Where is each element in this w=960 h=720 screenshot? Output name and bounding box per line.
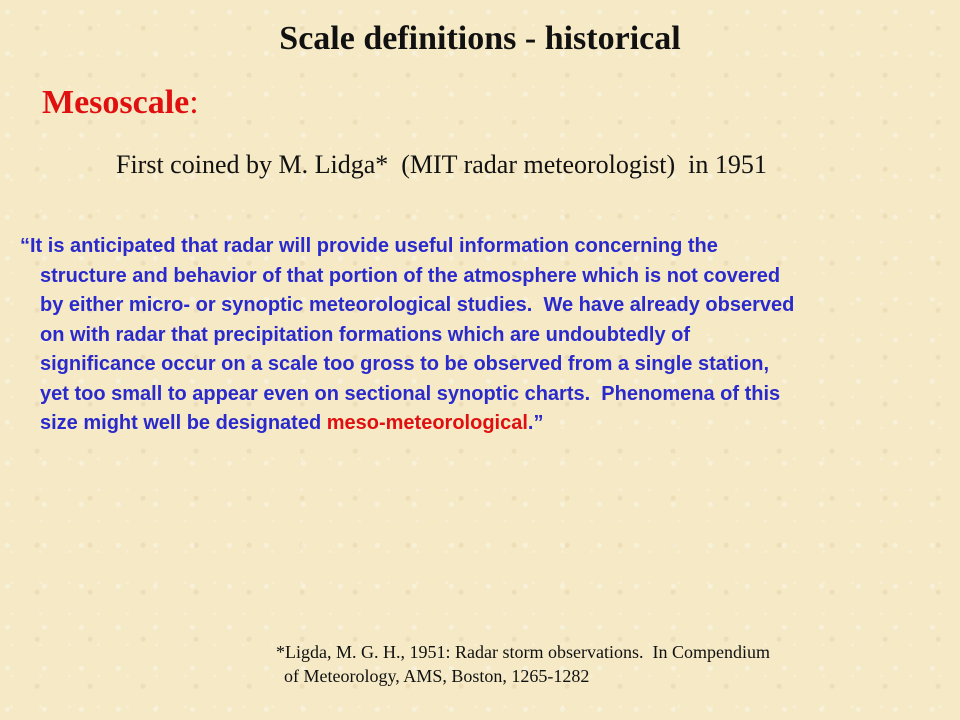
- citation: [276, 640, 770, 688]
- quote-block: [20, 232, 940, 439]
- quote-text: .”: [527, 412, 544, 434]
- quote-line: structure and behavior of that portion of the atmosphere which is not covered: [40, 264, 781, 287]
- quote-line: [20, 409, 940, 439]
- highlighted-term: meso-meteorological: [326, 412, 528, 434]
- heading-text: Mesoscale: [42, 84, 190, 121]
- quote-line: yet too small to appear even on sectional synoptic charts. Phenomena of this: [40, 382, 781, 405]
- citation-line: of Meteorology, AMS, Boston, 1265-1282: [284, 666, 590, 686]
- quote-line: by either micro- or synoptic meteorological studies. We have already observed: [40, 294, 795, 316]
- quote-text: size might well be designated: [40, 412, 327, 434]
- subtitle: First coined by M. Lidga* (MIT radar meteorologist) in 1951: [116, 150, 767, 179]
- slide-title: Scale definitions - historical: [279, 20, 681, 57]
- quote-line: “It is anticipated that radar will provide useful information concerning the: [20, 235, 718, 257]
- section-heading: [42, 84, 199, 122]
- quote-line: on with radar that precipitation formations which are undoubtedly of: [40, 323, 691, 346]
- heading-colon: :: [189, 84, 199, 121]
- quote-line: significance occur on a scale too gross to be observed from a single station,: [40, 353, 770, 375]
- citation-line: *Ligda, M. G. H., 1951: Radar storm observations. In Compendium: [276, 642, 770, 662]
